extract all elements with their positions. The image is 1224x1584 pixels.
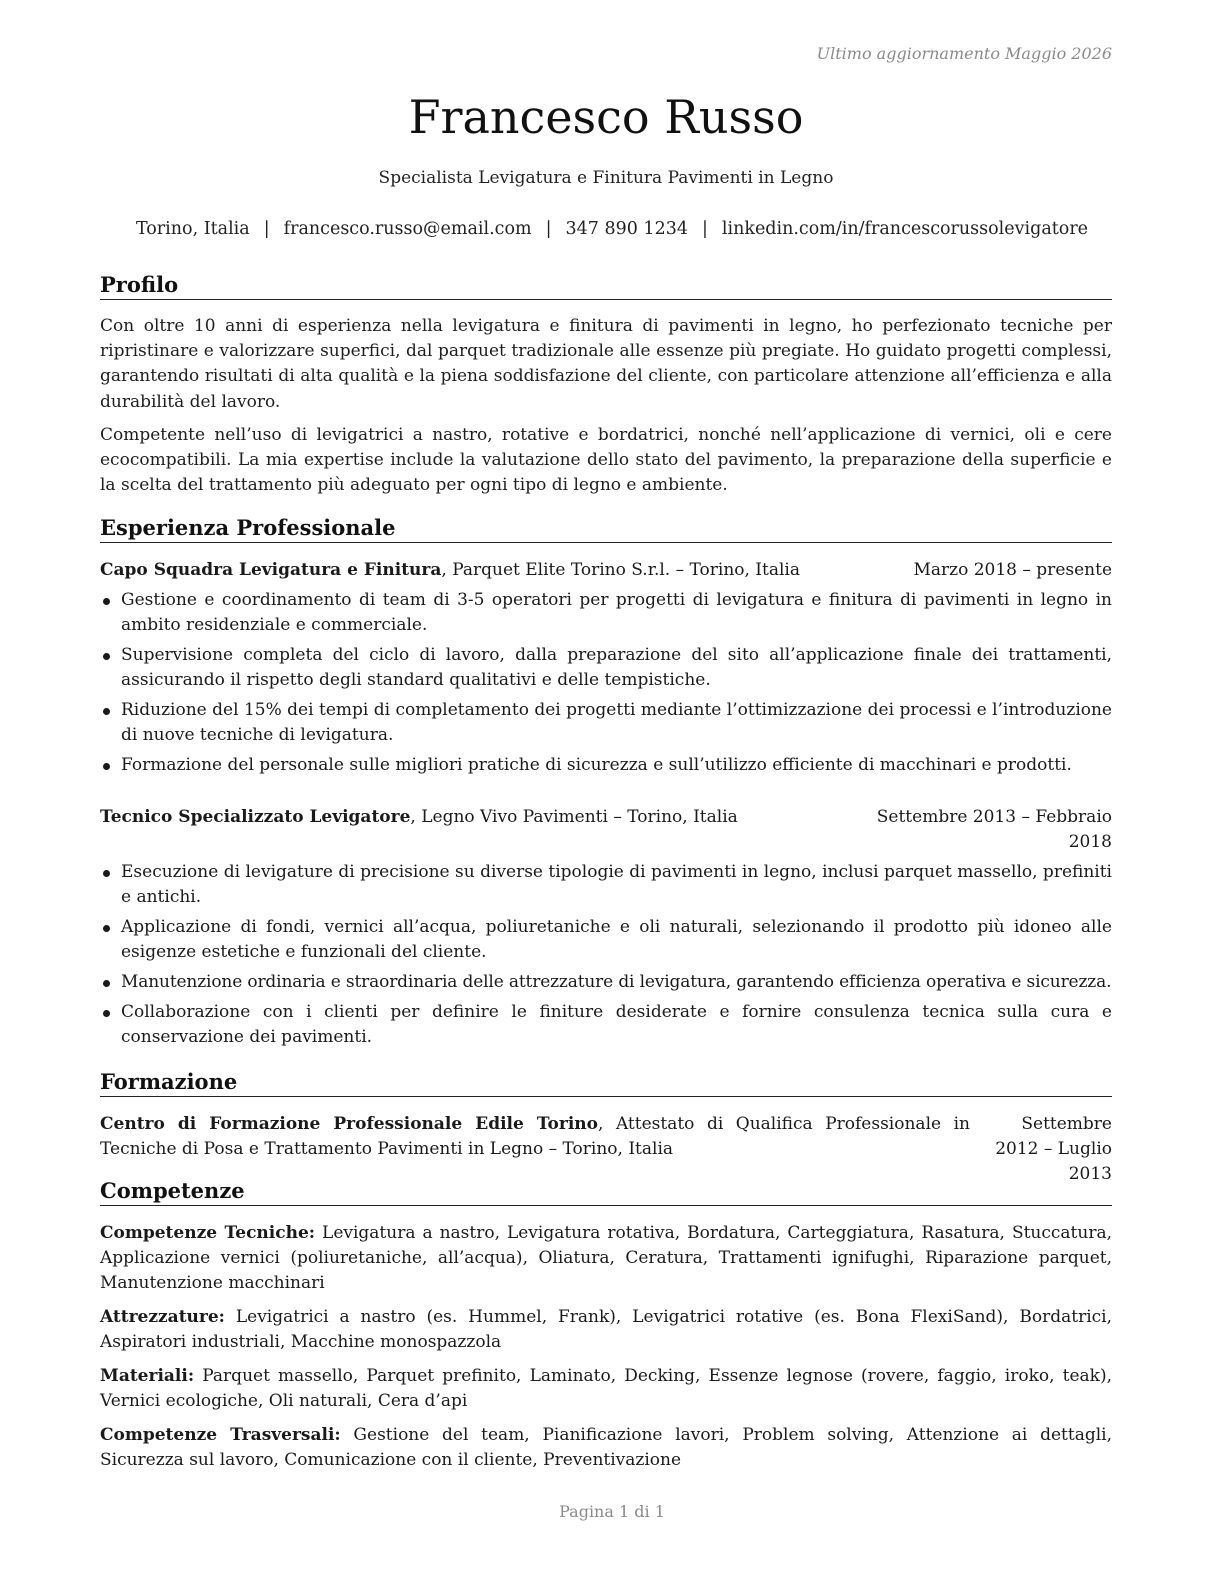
candidate-name: Francesco Russo [408,90,804,144]
job-tagline: Specialista Levigatura e Finitura Pavimenti in Legno [378,168,834,188]
job-company: , Legno Vivo Pavimenti – Torino, Italia [410,807,738,827]
skill-key: Attrezzature: [100,1307,225,1327]
education-detail: , Attestato di Qualifica Professionale in Tecniche di Posa e Trattamento Pavimenti in Legno – Torino, Italia [100,1114,970,1159]
skill-value: Gestione del team, Pianificazione lavori, Problem solving, Attenzione ai dettagli, Sicurezza sul lavoro, Comunicazione con il cliente, Preventivazione [100,1425,1112,1470]
skill-row [100,1305,1112,1355]
job-bullets [100,588,1112,778]
list-item: Gestione e coordinamento di team di 3-5 operatori per progetti di levigatura e finitura di pavimenti in legno in ambito residenziale e commerciale. [100,588,1112,638]
job-role: Tecnico Specializzato Levigatore [100,807,411,827]
skill-row [100,1221,1112,1296]
skills-section [100,1178,1112,1473]
job-entry [100,805,1112,1050]
education-section [100,1069,1112,1184]
resume-page [100,0,1112,1584]
school-name: Centro di Formazione Professionale Edile Torino [100,1114,599,1134]
section-heading: Competenze [100,1178,1112,1206]
section-heading: Esperienza Professionale [100,515,1112,543]
section-heading: Profilo [100,272,1112,300]
job-entry [100,558,1112,778]
list-item: Esecuzione di levigature di precisione su diverse tipologie di pavimenti in legno, inclusi parquet massello, prefiniti e antichi. [100,860,1112,910]
list-item: Supervisione completa del ciclo di lavoro, dalla preparazione del sito all’applicazione finale dei trattamenti, assicurando il rispetto degli standard qualitativi e delle tempistiche. [100,643,1112,693]
list-item: Applicazione di fondi, vernici all’acqua, poliuretaniche e oli naturali, selezionando il prodotto più idoneo alle esigenze estetiche e funzionali del cliente. [100,915,1112,965]
skill-row [100,1423,1112,1473]
education-entry [100,1112,1112,1184]
contact-separator: | [701,219,708,239]
contact-separator: | [545,219,552,239]
list-item: Formazione del personale sulle migliori pratiche di sicurezza e sull’utilizzo efficiente di macchinari e prodotti. [100,753,1112,778]
list-item: Collaborazione con i clienti per definire le finiture desiderate e fornire consulenza tecnica sulla cura e conservazione dei pavimenti. [100,1000,1112,1050]
section-heading: Formazione [100,1069,1112,1097]
skill-value: Parquet massello, Parquet prefinito, Laminato, Decking, Essenze legnose (rovere, faggio, iroko, teak), Vernici ecologiche, Oli naturali, Cera d’api [100,1366,1112,1411]
contact-separator: | [263,219,270,239]
experience-section [100,515,1112,1050]
skill-key: Competenze Trasversali: [100,1425,341,1445]
skill-value: Levigatura a nastro, Levigatura rotativa, Bordatura, Carteggiatura, Rasatura, Stuccatura, Applicazione vernici (poliuretaniche, all’acqua), Oliatura, Ceratura, Trattamenti ignifughi, Riparazione parquet, Manutenzione macchinari [100,1223,1112,1293]
skill-key: Materiali: [100,1366,195,1386]
contact-city: Torino, Italia [135,219,250,239]
profile-paragraph: Competente nell’uso di levigatrici a nastro, rotative e bordatrici, nonché nell’applicazione di vernici, oli e cere ecocompatibili. La mia expertise include la valutazione dello stato del pavimento, la preparazione della superficie e la scelta del trattamento più adeguato per ogni tipo di legno e ambiente. [100,424,1112,496]
last-updated: Ultimo aggiornamento Maggio 2026 [816,44,1112,63]
skill-value: Levigatrici a nastro (es. Hummel, Frank), Levigatrici rotative (es. Bona FlexiSand), Bordatrici, Aspiratori industriali, Macchine monospazzola [100,1307,1112,1352]
contact-line [0,219,1224,239]
job-date: Marzo 2018 – presente [913,560,1112,580]
list-item: Riduzione del 15% dei tempi di completamento dei progetti mediante l’ottimizzazione dei processi e l’introduzione di nuove tecniche di levigatura. [100,698,1112,748]
list-item: Manutenzione ordinaria e straordinaria delle attrezzature di levigatura, garantendo efficienza operativa e sicurezza. [100,970,1112,995]
job-company: , Parquet Elite Torino S.r.l. – Torino, Italia [441,560,801,580]
education-date: Settembre 2012 – Luglio 2013 [995,1114,1112,1184]
job-bullets [100,860,1112,1050]
page-number: Pagina 1 di 1 [559,1502,665,1521]
skill-row [100,1364,1112,1414]
job-date: Settembre 2013 – Febbraio 2018 [876,807,1112,852]
skill-key: Competenze Tecniche: [100,1223,316,1243]
profile-paragraph: Con oltre 10 anni di esperienza nella levigatura e finitura di pavimenti in legno, ho perfezionato tecniche per ripristinare e valorizzare superfici, dal parquet tradizionale alle essenze più pregiate. Ho guidato progetti complessi, garantendo risultati di alta qualità e la piena soddisfazione del cliente, con particolare attenzione all’efficienza e alla durabilità del lavoro. [100,316,1112,412]
contact-phone[interactable]: 347 890 1234 [565,219,688,239]
job-header [100,558,1112,583]
contact-linkedin[interactable]: linkedin.com/in/francescorussolevigatore [721,219,1089,239]
job-role: Capo Squadra Levigatura e Finitura [100,560,442,580]
job-header [100,805,1112,855]
contact-email[interactable]: francesco.russo@email.com [283,219,532,239]
profile-section [100,272,1112,498]
